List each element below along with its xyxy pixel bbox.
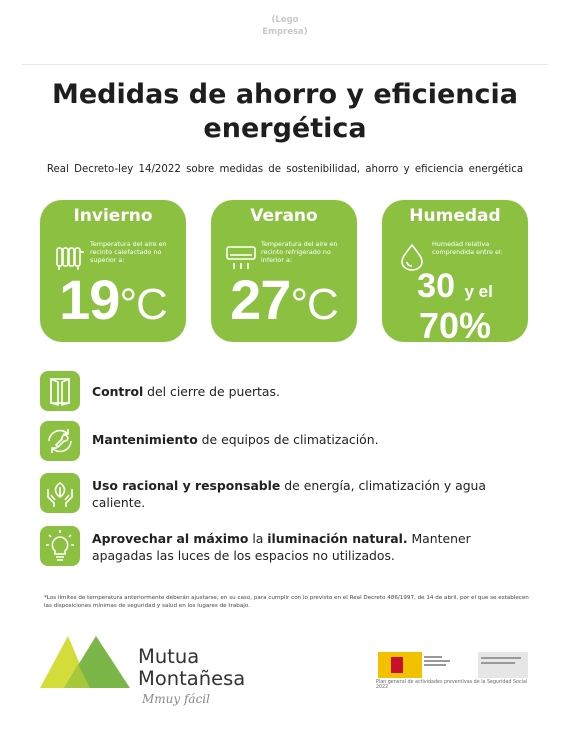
card-humedad: [382, 200, 528, 342]
hands-leaf-icon: [40, 473, 80, 513]
page-title: Medidas de ahorro y eficiencia energética: [52, 79, 518, 144]
card-title: Invierno: [73, 206, 153, 226]
government-caption: Plan general de actividades preventivas de la Seguridad Social 2022: [376, 680, 528, 690]
brand-name: Mutua Montañesa: [138, 645, 246, 690]
list-item: Control del cierre de puertas.: [40, 371, 530, 411]
lightbulb-icon: [40, 526, 80, 566]
card-description: Temperatura del aire en recinto refrigerado no inferior a:: [261, 240, 338, 264]
mutua-montanesa-logo: [40, 634, 132, 690]
page-subtitle: Real Decreto-ley 14/2022 sobre medidas de sostenibilidad, ahorro y eficiencia energética: [46, 164, 524, 175]
brand-tagline: Mmuy fácil: [142, 692, 210, 706]
company-logo-placeholder: (Logo Empresa): [262, 15, 308, 37]
temperature-value: 19°C: [59, 268, 167, 331]
list-item: Aprovechar al máximo la iluminación natural. Mantener apagadas las luces de los espacios no utilizados.: [40, 526, 530, 566]
card-invierno: [40, 200, 186, 342]
list-item: Mantenimiento de equipos de climatización.: [40, 421, 530, 461]
maintenance-icon: [40, 421, 80, 461]
government-logo: [378, 652, 528, 678]
card-title: Humedad: [409, 206, 501, 226]
humidity-range: 30 y el 70%: [417, 267, 493, 342]
card-description: Temperatura del aire en recinto calefactado no superior a:: [90, 240, 167, 264]
door-icon: [40, 371, 80, 411]
header-divider: [22, 64, 548, 65]
temperature-value: 27°C: [230, 268, 338, 331]
card-verano: [211, 200, 357, 342]
footnote: *Los límites de temperatura anteriormente deberán ajustarse, en su caso, para cumplir con lo previsto en el Real Decreto 486/1997, de 14 de abril, por el que se establecen las disposiciones mínimas de seguridad y salud en los lugares de trabajo.: [44, 595, 529, 609]
card-title: Verano: [250, 206, 318, 226]
list-item: Uso racional y responsable de energía, climatización y agua caliente.: [40, 473, 530, 513]
card-description: Humedad relativa comprendida entre el:: [432, 240, 503, 256]
